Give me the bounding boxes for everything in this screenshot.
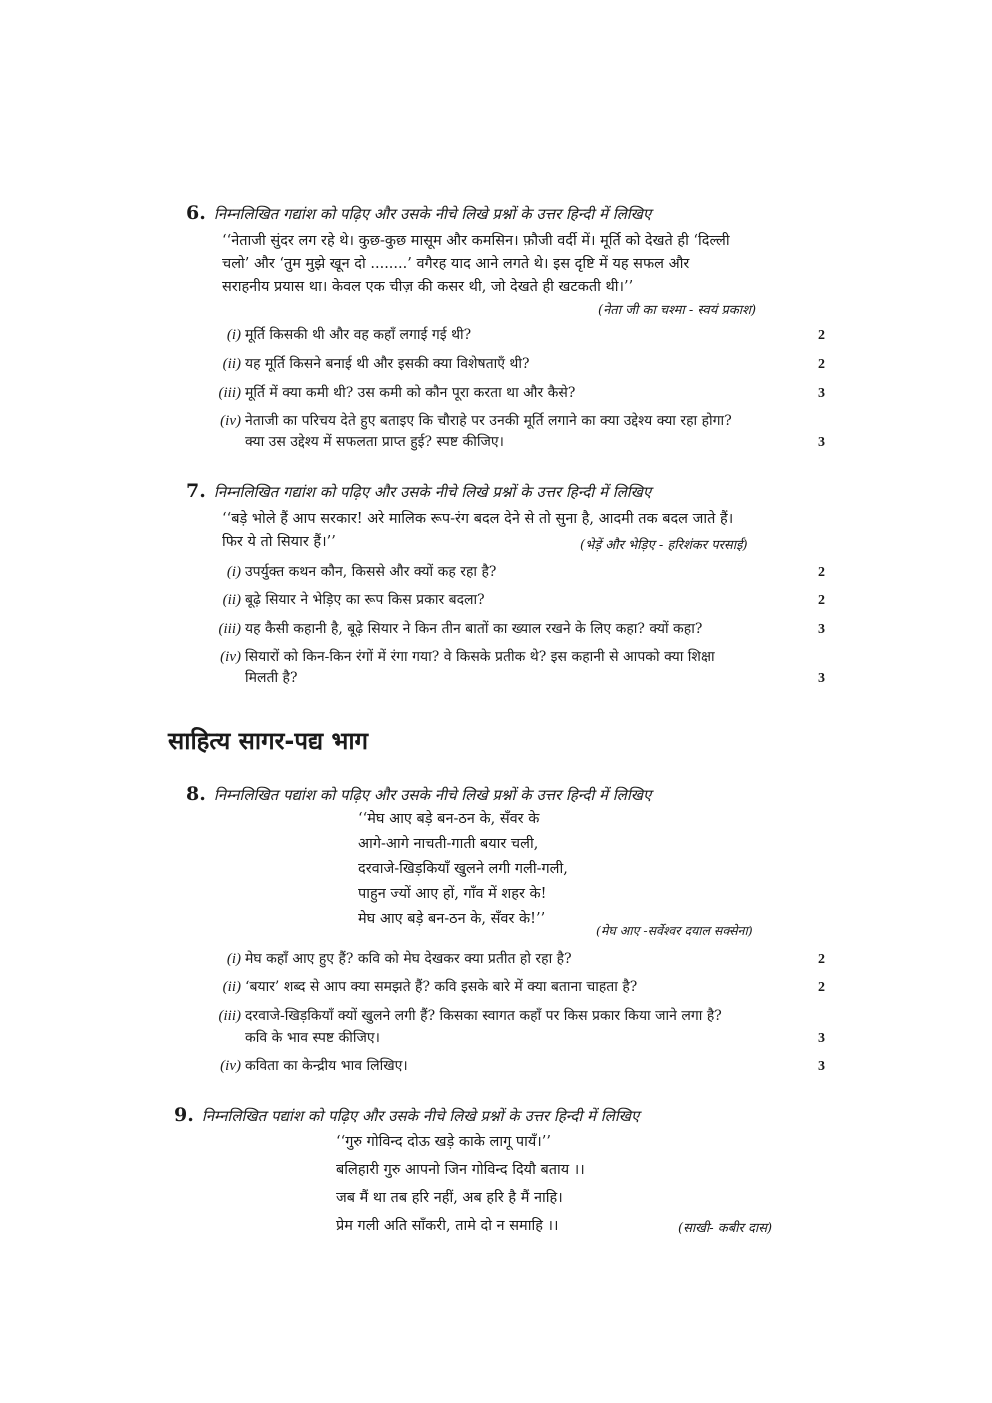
sub-question-number: (iv)	[220, 1058, 241, 1074]
question-8-poem	[358, 807, 568, 932]
passage-line: ‘‘बड़े भोले हैं आप सरकार! अरे मालिक रूप-रंग बदल देने से तो सुना है, आदमी तक बदल जाते हैं।	[222, 511, 734, 527]
question-instruction: निम्नलिखित गद्यांश को पढ़िए और उसके नीचे लिखे प्रश्नों के उत्तर हिन्दी में लिखिए	[213, 205, 652, 223]
question-9-heading	[174, 1104, 814, 1126]
question-6-heading	[186, 202, 826, 224]
question-number: 8.	[186, 783, 206, 805]
poem-line: ‘‘गुरु गोविन्द दोऊ खड़े काके लागू पायँ।’’	[336, 1134, 551, 1150]
poem-source: (साखी- कबीर दास)	[678, 1221, 773, 1236]
poem-line: ‘‘मेघ आए बड़े बन-ठन के, सँवर के	[358, 811, 540, 827]
passage-line: फिर ये तो सियार हैं।’’	[222, 534, 336, 550]
poem-line: बलिहारी गुरु आपनो जिन गोविन्द दियौ बताय ।।	[336, 1162, 585, 1178]
sub-question-number: (i)	[226, 951, 241, 967]
marks: 2	[818, 357, 825, 372]
passage-line: ‘‘नेताजी सुंदर लग रहे थे। कुछ-कुछ मासूम और कमसिन। फ़ौजी वर्दी में। मूर्ति को देखते ही ‘दिल्ली	[222, 233, 730, 249]
sub-question-number: (ii)	[222, 356, 241, 372]
sub-question-text: सियारों को किन-किन रंगों में रंगा गया? वे किसके प्रतीक थे? इस कहानी से आपको क्या शिक्षा	[245, 649, 715, 665]
passage-line: चलो’ और ‘तुम मुझे खून दो ........’ वगैरह याद आने लगते थे। इस दृष्टि में यह सफल और	[222, 256, 690, 272]
sub-question-number: (iv)	[220, 413, 241, 429]
poem-source: (मेघ आए -सर्वेश्वर दयाल सक्सेना)	[596, 923, 753, 938]
marks: 3	[818, 435, 825, 450]
sub-question-text: यह मूर्ति किसने बनाई थी और इसकी क्या विशेषताएँ थी?	[245, 356, 530, 372]
sub-question-text: यह कैसी कहानी है, बूढ़े सियार ने किन तीन बातों का ख्याल रखने के लिए कहा? क्यों कहा?	[245, 621, 703, 637]
marks: 3	[818, 1031, 825, 1046]
question-instruction: निम्नलिखित गद्यांश को पढ़िए और उसके नीचे लिखे प्रश्नों के उत्तर हिन्दी में लिखिए	[213, 483, 652, 501]
question-9-poem	[336, 1128, 585, 1240]
sub-question-number: (ii)	[222, 592, 241, 608]
marks: 3	[818, 622, 825, 637]
marks: 2	[818, 952, 825, 967]
sub-question-text: मूर्ति किसकी थी और वह कहाँ लगाई गई थी?	[245, 327, 472, 343]
sub-question-text: नेताजी का परिचय देते हुए बताइए कि चौराहे पर उनकी मूर्ति लगाने का क्या उद्देश्य क्या रहा होगा?	[245, 413, 732, 429]
poem-line: आगे-आगे नाचती-गाती बयार चली,	[358, 836, 539, 852]
poem-line: पाहुन ज्यों आए हों, गाँव में शहर के!	[358, 886, 547, 902]
question-8-heading	[186, 783, 826, 805]
sub-question-number: (ii)	[222, 979, 241, 995]
question-number: 6.	[186, 202, 206, 224]
poem-line: प्रेम गली अति साँकरी, तामे दो न समाहि ।।	[336, 1218, 559, 1234]
sub-question-text: बूढ़े सियार ने भेड़िए का रूप किस प्रकार बदला?	[245, 592, 485, 608]
question-7-heading	[186, 480, 826, 502]
marks: 3	[818, 1059, 825, 1074]
marks: 2	[818, 328, 825, 343]
poem-line: मेघ आए बड़े बन-ठन के, सँवर के!’’	[358, 911, 546, 927]
sub-question-number: (iv)	[220, 649, 241, 665]
sub-question-number: (iii)	[218, 1008, 241, 1024]
question-number: 9.	[174, 1104, 194, 1126]
passage-source: (नेता जी का चश्मा - स्वयं प्रकाश)	[598, 303, 757, 318]
marks: 2	[818, 980, 825, 995]
section-title: साहित्य सागर-पद्य भाग	[168, 727, 369, 755]
poem-line: जब मैं था तब हरि नहीं, अब हरि है मैं नाहि।	[336, 1190, 563, 1206]
sub-question-text: मूर्ति में क्या कमी थी? उस कमी को कौन पूरा करता था और कैसे?	[245, 385, 576, 401]
sub-question-number: (i)	[226, 564, 241, 580]
passage-line: सराहनीय प्रयास था। केवल एक चीज़ की कसर थी, जो देखते ही खटकती थी।’’	[222, 279, 634, 295]
marks: 3	[818, 386, 825, 401]
sub-question-text: दरवाजे-खिड़कियाँ क्यों खुलने लगी हैं? किसका स्वागत कहाँ पर किस प्रकार किया जाने लगा है?	[245, 1008, 722, 1024]
question-instruction: निम्नलिखित पद्यांश को पढ़िए और उसके नीचे लिखे प्रश्नों के उत्तर हिन्दी में लिखिए	[201, 1107, 640, 1125]
sub-question-text: कविता का केन्द्रीय भाव लिखिए।	[245, 1058, 408, 1074]
question-number: 7.	[186, 480, 206, 502]
passage-source: (भेड़ें और भेड़िए - हरिशंकर परसाई)	[580, 538, 748, 553]
sub-question-text: ‘बयार’ शब्द से आप क्या समझते हैं? कवि इसके बारे में क्या बताना चाहता है?	[245, 979, 638, 995]
sub-question-number: (iii)	[218, 385, 241, 401]
marks: 3	[818, 671, 825, 686]
marks: 2	[818, 565, 825, 580]
sub-question-text: उपर्युक्त कथन कौन, किससे और क्यों कह रहा है?	[245, 564, 497, 580]
sub-question-text: मिलती है?	[245, 670, 298, 686]
poem-line: दरवाजे-खिड़कियाँ खुलने लगी गली-गली,	[358, 861, 568, 877]
sub-question-number: (i)	[226, 327, 241, 343]
sub-question-number: (iii)	[218, 621, 241, 637]
sub-question-text: क्या उस उद्देश्य में सफलता प्राप्त हुई? स्पष्ट कीजिए।	[245, 434, 504, 450]
sub-question-text: मेघ कहाँ आए हुए हैं? कवि को मेघ देखकर क्या प्रतीत हो रहा है?	[245, 951, 572, 967]
question-instruction: निम्नलिखित पद्यांश को पढ़िए और उसके नीचे लिखे प्रश्नों के उत्तर हिन्दी में लिखिए	[213, 786, 652, 804]
sub-question-text: कवि के भाव स्पष्ट कीजिए।	[245, 1030, 380, 1046]
marks: 2	[818, 593, 825, 608]
question-6-passage	[222, 230, 800, 299]
